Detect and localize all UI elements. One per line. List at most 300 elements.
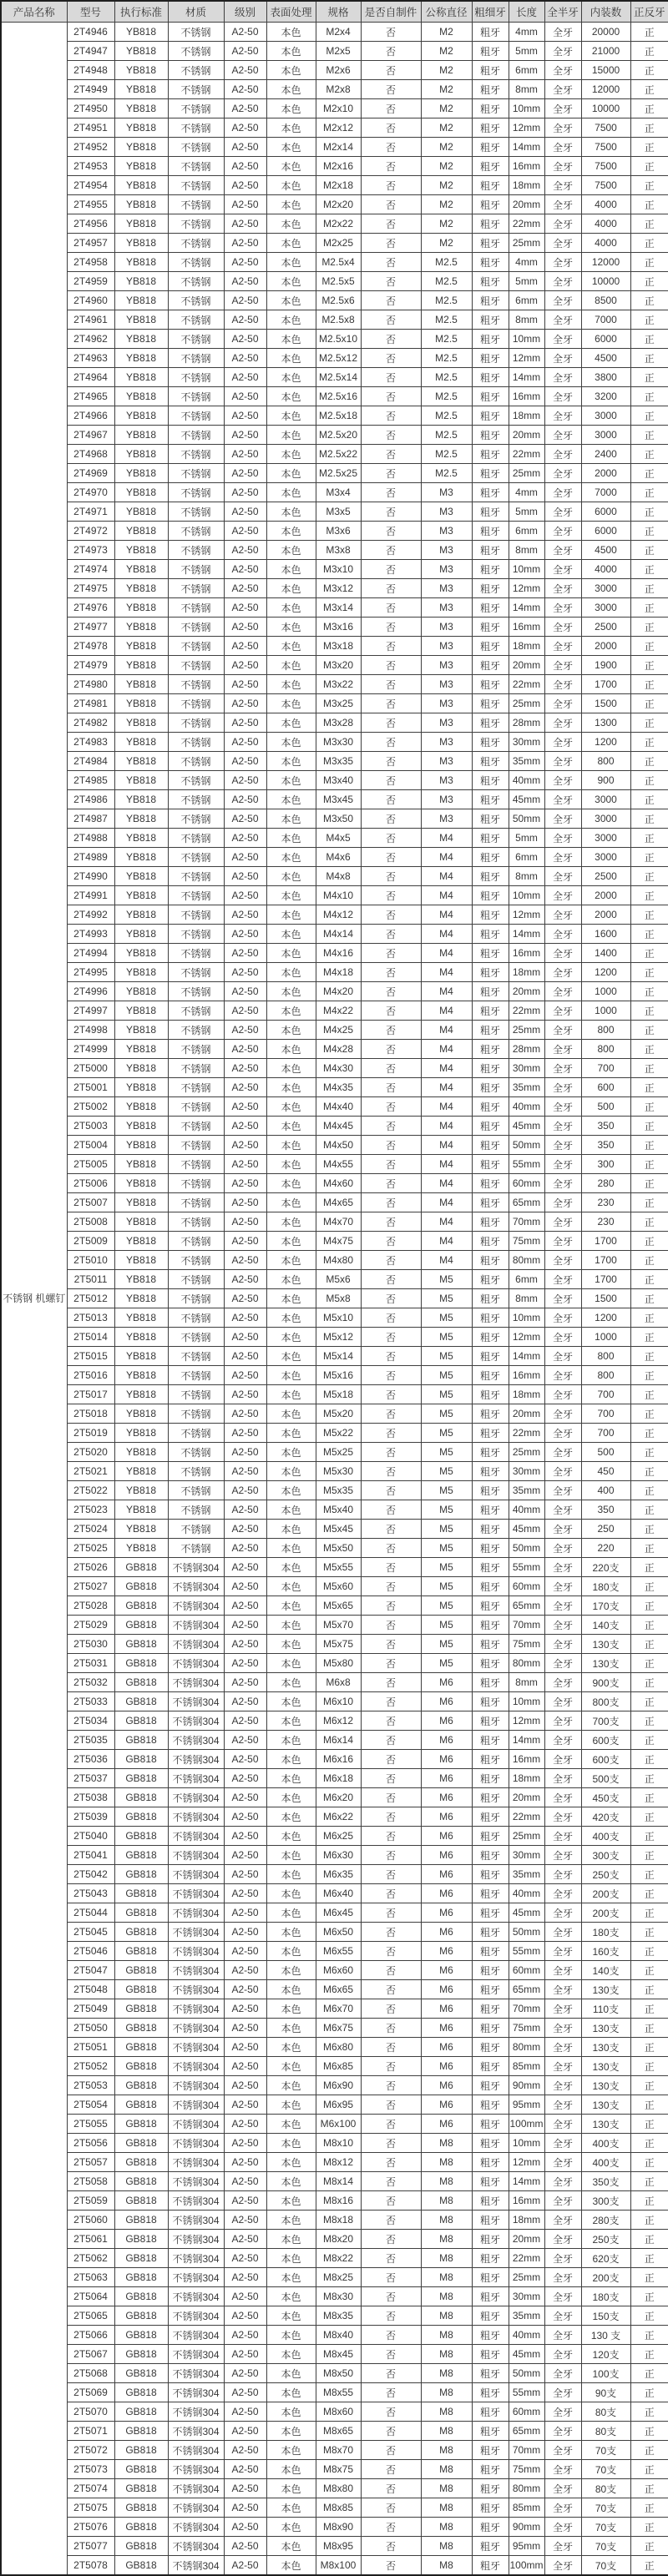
cell-self-made: 否 [361,2498,421,2518]
cell-thread-direction: 正 [630,637,668,656]
table-row [1,387,668,406]
cell-surface-finish: 本色 [266,1999,316,2019]
cell-surface-finish: 本色 [266,1500,316,1520]
cell-length: 25mm [509,1827,544,1846]
table-row [1,1078,668,1097]
cell-surface-finish: 本色 [266,291,316,310]
cell-model: 2T5027 [67,1577,114,1596]
cell-nominal-diameter: M2 [421,23,472,42]
cell-material: 不锈钢 [168,809,224,829]
cell-surface-finish: 本色 [266,1021,316,1040]
table-row [1,886,668,905]
cell-surface-finish: 本色 [266,867,316,886]
cell-material: 不锈钢304 [168,2479,224,2498]
cell-nominal-diameter: M4 [421,1232,472,1251]
cell-thread-pitch: 粗牙 [472,1001,509,1021]
cell-grade: A2-50 [224,1097,266,1117]
cell-standard: YB818 [114,1347,168,1366]
cell-grade: A2-50 [224,1923,266,1942]
cell-length: 28mm [509,1040,544,1059]
cell-thread-direction: 正 [630,1174,668,1193]
cell-nominal-diameter: M3 [421,752,472,771]
cell-surface-finish: 本色 [266,2172,316,2191]
cell-model: 2T5043 [67,1884,114,1903]
cell-material: 不锈钢304 [168,2498,224,2518]
cell-surface-finish: 本色 [266,2556,316,2576]
cell-thread-coverage: 全牙 [544,2441,581,2460]
cell-thread-coverage: 全牙 [544,1999,581,2019]
cell-self-made: 否 [361,1827,421,1846]
cell-material: 不锈钢 [168,1328,224,1347]
cell-nominal-diameter: M2.5 [421,349,472,368]
cell-surface-finish: 本色 [266,637,316,656]
cell-thread-pitch: 粗牙 [472,1289,509,1308]
cell-surface-finish: 本色 [266,80,316,99]
cell-pack-qty: 2000 [581,637,630,656]
cell-thread-pitch: 粗牙 [472,790,509,809]
cell-thread-coverage: 全牙 [544,1750,581,1769]
table-row [1,656,668,675]
cell-length: 4mm [509,23,544,42]
cell-standard: GB818 [114,2153,168,2172]
table-row [1,310,668,330]
cell-thread-direction: 正 [630,234,668,253]
cell-pack-qty: 400 [581,1481,630,1500]
cell-standard: YB818 [114,272,168,291]
cell-thread-coverage: 全牙 [544,1654,581,1673]
cell-spec: M6x35 [316,1865,361,1884]
cell-length: 14mm [509,1347,544,1366]
table-row [1,598,668,618]
cell-spec: M8x80 [316,2479,361,2498]
cell-material: 不锈钢304 [168,1769,224,1788]
cell-standard: GB818 [114,2479,168,2498]
cell-thread-coverage: 全牙 [544,925,581,944]
cell-model: 2T5012 [67,1289,114,1308]
cell-self-made: 否 [361,637,421,656]
cell-pack-qty: 220支 [581,1558,630,1577]
cell-self-made: 否 [361,1539,421,1558]
cell-material: 不锈钢 [168,1347,224,1366]
cell-thread-coverage: 全牙 [544,2191,581,2211]
header-product-name: 产品名称 [1,1,67,23]
cell-length: 14mm [509,2172,544,2191]
cell-spec: M6x10 [316,1692,361,1711]
cell-spec: M8x45 [316,2345,361,2364]
cell-length: 65mm [509,1193,544,1212]
cell-spec: M8x14 [316,2172,361,2191]
cell-thread-pitch: 粗牙 [472,1212,509,1232]
cell-spec: M5x60 [316,1577,361,1596]
cell-nominal-diameter: M4 [421,848,472,867]
cell-thread-pitch: 粗牙 [472,1404,509,1424]
cell-model: 2T5077 [67,2537,114,2556]
cell-standard: GB818 [114,2249,168,2268]
cell-standard: YB818 [114,1443,168,1462]
cell-length: 5mm [509,42,544,61]
cell-self-made: 否 [361,1558,421,1577]
cell-surface-finish: 本色 [266,2364,316,2383]
cell-standard: GB818 [114,1596,168,1616]
cell-spec: M8x16 [316,2191,361,2211]
cell-pack-qty: 800 [581,1347,630,1366]
cell-self-made: 否 [361,1923,421,1942]
table-row [1,713,668,733]
cell-thread-coverage: 全牙 [544,1385,581,1404]
table-row [1,1021,668,1040]
cell-grade: A2-50 [224,1385,266,1404]
cell-self-made: 否 [361,2326,421,2345]
cell-thread-pitch: 粗牙 [472,2326,509,2345]
cell-material: 不锈钢304 [168,2115,224,2134]
cell-self-made: 否 [361,2249,421,2268]
cell-material: 不锈钢304 [168,1673,224,1692]
cell-surface-finish: 本色 [266,1923,316,1942]
cell-standard: YB818 [114,809,168,829]
cell-thread-coverage: 全牙 [544,1232,581,1251]
cell-pack-qty: 170支 [581,1596,630,1616]
table-row [1,23,668,42]
cell-length: 10mm [509,1692,544,1711]
cell-surface-finish: 本色 [266,1481,316,1500]
cell-length: 50mm [509,1923,544,1942]
cell-length: 60mm [509,1961,544,1980]
cell-thread-direction: 正 [630,1807,668,1827]
cell-surface-finish: 本色 [266,2402,316,2422]
cell-standard: GB818 [114,2537,168,2556]
cell-length: 35mm [509,1481,544,1500]
cell-length: 20mm [509,195,544,214]
table-row [1,2230,668,2249]
cell-thread-coverage: 全牙 [544,1308,581,1328]
cell-standard: GB818 [114,1980,168,1999]
cell-model: 2T5045 [67,1923,114,1942]
cell-thread-direction: 正 [630,2479,668,2498]
cell-model: 2T4966 [67,406,114,426]
cell-model: 2T5005 [67,1155,114,1174]
cell-length: 55mm [509,1942,544,1961]
cell-thread-pitch: 粗牙 [472,656,509,675]
cell-self-made: 否 [361,2115,421,2134]
cell-thread-pitch: 粗牙 [472,2172,509,2191]
table-row [1,1308,668,1328]
cell-thread-pitch: 粗牙 [472,1769,509,1788]
cell-thread-direction: 正 [630,1040,668,1059]
cell-material: 不锈钢304 [168,2268,224,2287]
cell-thread-direction: 正 [630,771,668,790]
cell-nominal-diameter: M2 [421,195,472,214]
cell-length: 22mm [509,675,544,694]
cell-material: 不锈钢 [168,694,224,713]
cell-thread-pitch: 粗牙 [472,272,509,291]
cell-grade: A2-50 [224,867,266,886]
cell-nominal-diameter: M4 [421,867,472,886]
table-row [1,1001,668,1021]
cell-self-made: 否 [361,982,421,1001]
cell-material: 不锈钢304 [168,2287,224,2306]
cell-grade: A2-50 [224,2019,266,2038]
cell-length: 12mm [509,349,544,368]
cell-thread-coverage: 全牙 [544,214,581,234]
cell-grade: A2-50 [224,771,266,790]
cell-grade: A2-50 [224,272,266,291]
cell-nominal-diameter: M3 [421,483,472,502]
cell-spec: M4x8 [316,867,361,886]
cell-nominal-diameter: M3 [421,790,472,809]
cell-thread-coverage: 全牙 [544,579,581,598]
cell-nominal-diameter: M6 [421,1807,472,1827]
cell-self-made: 否 [361,2460,421,2479]
cell-self-made: 否 [361,214,421,234]
cell-material: 不锈钢 [168,1520,224,1539]
cell-grade: A2-50 [224,2191,266,2211]
table-row [1,291,668,310]
cell-thread-coverage: 全牙 [544,694,581,713]
cell-model: 2T4957 [67,234,114,253]
cell-pack-qty: 1000 [581,1328,630,1347]
cell-nominal-diameter: M2.5 [421,330,472,349]
cell-thread-coverage: 全牙 [544,349,581,368]
cell-standard: YB818 [114,1078,168,1097]
cell-length: 25mm [509,1443,544,1462]
cell-grade: A2-50 [224,406,266,426]
cell-spec: M6x14 [316,1731,361,1750]
cell-grade: A2-50 [224,1731,266,1750]
cell-nominal-diameter: M5 [421,1539,472,1558]
cell-model: 2T4992 [67,905,114,925]
cell-self-made: 否 [361,330,421,349]
cell-spec: M5x75 [316,1635,361,1654]
cell-pack-qty: 4000 [581,195,630,214]
cell-self-made: 否 [361,2057,421,2076]
cell-self-made: 否 [361,2518,421,2537]
cell-standard: YB818 [114,733,168,752]
table-row [1,1942,668,1961]
cell-pack-qty: 130支 [581,2115,630,2134]
cell-grade: A2-50 [224,944,266,963]
cell-material: 不锈钢 [168,790,224,809]
cell-spec: M8x95 [316,2537,361,2556]
cell-model: 2T4995 [67,963,114,982]
cell-standard: YB818 [114,157,168,176]
cell-length: 45mm [509,1117,544,1136]
table-row [1,1136,668,1155]
cell-spec: M4x70 [316,1212,361,1232]
cell-self-made: 否 [361,867,421,886]
cell-thread-direction: 正 [630,464,668,483]
cell-pack-qty: 200支 [581,1884,630,1903]
cell-thread-direction: 正 [630,790,668,809]
cell-length: 16mm [509,618,544,637]
cell-pack-qty: 140支 [581,1961,630,1980]
cell-nominal-diameter: M4 [421,1136,472,1155]
cell-material: 不锈钢 [168,1539,224,1558]
cell-pack-qty: 3000 [581,829,630,848]
cell-thread-pitch: 粗牙 [472,1462,509,1481]
cell-pack-qty: 3000 [581,426,630,445]
cell-standard: YB818 [114,1481,168,1500]
cell-thread-pitch: 粗牙 [472,1520,509,1539]
cell-spec: M3x20 [316,656,361,675]
cell-self-made: 否 [361,387,421,406]
cell-thread-coverage: 全牙 [544,1462,581,1481]
cell-spec: M2.5x20 [316,426,361,445]
cell-length: 25mm [509,2268,544,2287]
cell-spec: M2x18 [316,176,361,195]
cell-surface-finish: 本色 [266,1097,316,1117]
cell-spec: M2x4 [316,23,361,42]
cell-grade: A2-50 [224,1980,266,1999]
cell-spec: M5x25 [316,1443,361,1462]
cell-thread-pitch: 粗牙 [472,2230,509,2249]
cell-self-made: 否 [361,1750,421,1769]
cell-surface-finish: 本色 [266,1980,316,1999]
cell-model: 2T5067 [67,2345,114,2364]
cell-model: 2T5002 [67,1097,114,1117]
cell-spec: M3x10 [316,560,361,579]
cell-thread-coverage: 全牙 [544,2153,581,2172]
cell-thread-direction: 正 [630,1558,668,1577]
cell-spec: M8x20 [316,2230,361,2249]
cell-thread-direction: 正 [630,445,668,464]
cell-self-made: 否 [361,253,421,272]
cell-thread-pitch: 粗牙 [472,1481,509,1500]
cell-nominal-diameter: M5 [421,1500,472,1520]
cell-surface-finish: 本色 [266,829,316,848]
cell-surface-finish: 本色 [266,2498,316,2518]
cell-self-made: 否 [361,1596,421,1616]
cell-standard: GB818 [114,2460,168,2479]
cell-spec: M5x14 [316,1347,361,1366]
cell-thread-direction: 正 [630,426,668,445]
cell-model: 2T4960 [67,291,114,310]
cell-thread-direction: 正 [630,2556,668,2576]
table-row [1,1980,668,1999]
cell-pack-qty: 1000 [581,982,630,1001]
cell-model: 2T5025 [67,1539,114,1558]
cell-thread-coverage: 全牙 [544,1539,581,1558]
cell-self-made: 否 [361,1961,421,1980]
cell-thread-pitch: 粗牙 [472,1923,509,1942]
cell-spec: M4x75 [316,1232,361,1251]
table-row [1,1711,668,1731]
cell-material: 不锈钢 [168,1404,224,1424]
cell-thread-direction: 正 [630,1308,668,1328]
cell-nominal-diameter: M6 [421,2057,472,2076]
cell-pack-qty: 1300 [581,713,630,733]
cell-spec: M2.5x10 [316,330,361,349]
cell-thread-direction: 正 [630,1424,668,1443]
cell-self-made: 否 [361,848,421,867]
cell-spec: M3x22 [316,675,361,694]
cell-length: 10mm [509,330,544,349]
header-self-made: 是否自制件 [361,1,421,23]
cell-thread-direction: 正 [630,2402,668,2422]
cell-model: 2T5062 [67,2249,114,2268]
cell-material: 不锈钢 [168,157,224,176]
cell-grade: A2-50 [224,1673,266,1692]
cell-length: 22mm [509,2249,544,2268]
cell-material: 不锈钢 [168,637,224,656]
cell-thread-coverage: 全牙 [544,809,581,829]
cell-thread-coverage: 全牙 [544,1289,581,1308]
cell-thread-coverage: 全牙 [544,1903,581,1923]
cell-thread-direction: 正 [630,694,668,713]
cell-spec: M6x55 [316,1942,361,1961]
table-row [1,1923,668,1942]
cell-thread-pitch: 粗牙 [472,579,509,598]
cell-grade: A2-50 [224,2268,266,2287]
cell-material: 不锈钢 [168,1097,224,1117]
cell-thread-pitch: 粗牙 [472,1078,509,1097]
cell-thread-pitch: 粗牙 [472,1347,509,1366]
cell-pack-qty: 300支 [581,2191,630,2211]
cell-standard: YB818 [114,387,168,406]
cell-thread-pitch: 粗牙 [472,2076,509,2095]
cell-standard: YB818 [114,291,168,310]
cell-length: 12mm [509,579,544,598]
cell-spec: M3x25 [316,694,361,713]
cell-pack-qty: 12000 [581,80,630,99]
cell-thread-coverage: 全牙 [544,1884,581,1903]
cell-length: 45mm [509,1903,544,1923]
cell-length: 18mm [509,637,544,656]
cell-self-made: 否 [361,675,421,694]
table-row [1,1750,668,1769]
cell-self-made: 否 [361,2038,421,2057]
cell-nominal-diameter: M2.5 [421,426,472,445]
cell-material: 不锈钢304 [168,2076,224,2095]
cell-length: 18mm [509,1385,544,1404]
cell-length: 14mm [509,138,544,157]
cell-surface-finish: 本色 [266,330,316,349]
cell-material: 不锈钢 [168,1040,224,1059]
cell-self-made: 否 [361,138,421,157]
table-row [1,1596,668,1616]
table-row [1,1117,668,1136]
cell-spec: M4x50 [316,1136,361,1155]
table-row [1,1577,668,1596]
cell-thread-pitch: 粗牙 [472,138,509,157]
cell-model: 2T5003 [67,1117,114,1136]
cell-standard: YB818 [114,829,168,848]
cell-nominal-diameter: M4 [421,1155,472,1174]
cell-thread-direction: 正 [630,1328,668,1347]
cell-material: 不锈钢304 [168,1903,224,1923]
cell-thread-coverage: 全牙 [544,1174,581,1193]
cell-material: 不锈钢 [168,982,224,1001]
cell-surface-finish: 本色 [266,310,316,330]
cell-self-made: 否 [361,2172,421,2191]
table-row [1,1673,668,1692]
cell-length: 4mm [509,253,544,272]
cell-standard: YB818 [114,176,168,195]
cell-model: 2T4952 [67,138,114,157]
cell-thread-pitch: 粗牙 [472,2095,509,2115]
cell-thread-pitch: 粗牙 [472,1884,509,1903]
cell-spec: M4x20 [316,982,361,1001]
cell-length: 70mm [509,1999,544,2019]
cell-material: 不锈钢 [168,1424,224,1443]
cell-grade: A2-50 [224,2479,266,2498]
cell-thread-direction: 正 [630,1865,668,1884]
cell-pack-qty: 600支 [581,1750,630,1769]
table-row [1,1059,668,1078]
cell-thread-coverage: 全牙 [544,656,581,675]
cell-nominal-diameter: M2.5 [421,253,472,272]
cell-surface-finish: 本色 [266,1884,316,1903]
table-row [1,138,668,157]
